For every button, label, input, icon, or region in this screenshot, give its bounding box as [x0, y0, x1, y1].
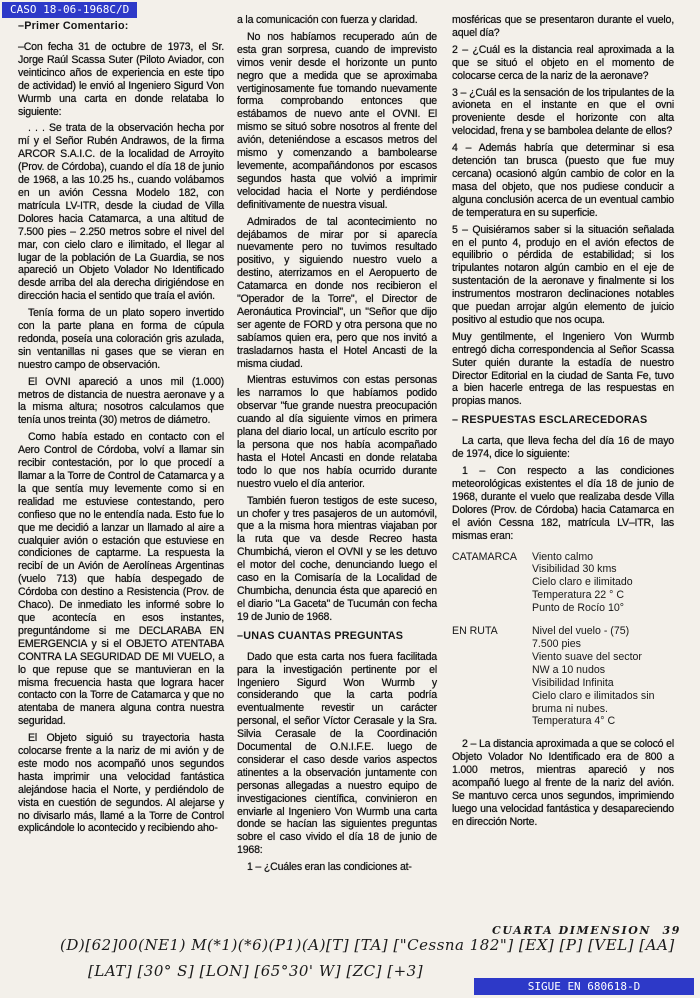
weather-catamarca [452, 551, 674, 616]
continuation-label: SIGUE EN 680618-D [474, 978, 694, 995]
paragraph: Mientras estuvimos con estas personas les narramos lo que habíamos podido observar "fue grande nuestra preocupación cuando al día siguiente vimos en primera plana del diario local, un artículo escrito por la persona que nos había acompañado hasta el Hotel Ancasti en donde relataba todo lo que nos había ocurrido durante nuestro vuelo el día anterior. [237, 374, 437, 490]
paragraph: Dado que esta carta nos fuera facilitada para la investigación pertinente por el Ingeniero Sigurd Won Wurmb y considerando que la carta podría eventualmente revestir un carácter personal, el señor Víctor Cerasale y la Sra. Silvia Cerasale de la Coordinación Documental de O.N.I.F.E. luego de considerar el caso desde varios aspectos atinentes a la observación juntamente con personas allegadas a nuestro equipo de investigaciones científica, convinieron en enviarle al Ingeniero Von Wurmb una carta donde se hacían las siguientes preguntas sobre el caso vivido el día 18 de junio de 1968: [237, 650, 437, 857]
weather-line: 7.500 pies [532, 637, 581, 650]
section-heading-answers: – RESPUESTAS ESCLARECEDORAS [452, 414, 648, 427]
weather-location-label: EN RUTA [452, 625, 498, 638]
paragraph: Como había estado en contacto con el Aero Control de Córdoba, volví a llamar sin recibir contestación, por lo que procedí a llamar a la Torre de Control de Catamarca y a la que sentía muy levemente como si en realidad me estuviese contestando, pero confieso que no le entendía nada. Esto fue lo que me decidió a lanzar un llamado al aire a cualquier avión o estación que estuviese en condiciones de captarme. La respuesta la recibí de un Avión de Aerolíneas Argentinas (vuelo 713) que había despegado de Córdoba con destino a Resistencia (Prov. de Chaco). De inmediato les informé sobre lo que acontecía en esos instantes, preguntándome si me DECLARABA EN EMERGENCIA y si el OBJETO ATENTABA CONTRA LA SEGURIDAD DE MI VUELO, a lo que repuse que se mantuvieran en la misma frecuencia hasta que lograra hacer contacto con la Torre de Catamarca y que no atentaba de manera alguna contra nuestra seguridad. [18, 431, 224, 728]
question-paragraph: 4 – Además habría que determinar si esa detención tan brusca (puesto que fue muy cercana) ocasionó algún cambio de color en la masa del objeto, que nos pudiese conducir a alguna conclusión acerca de un eventual cambio de temperatura en su superficie. [452, 142, 674, 219]
magazine-name: CUARTA DIMENSION [492, 924, 652, 937]
paragraph: 2 – La distancia aproximada a que se colocó el Objeto Volador No Identificado era de 800 a 1.000 metros, mientras apareció y nos acompañó luego al frente de la nariz del avión. Se mantuvo cerca unos segundos, imprimiendo luego una velocidad fantástica y desapareciendo en dirección Norte. [452, 738, 674, 828]
section-heading-questions: –UNAS CUANTAS PREGUNTAS [237, 629, 404, 642]
column-left [18, 14, 224, 839]
page-number: 39 [662, 924, 682, 937]
paragraph: Muy gentilmente, el Ingeniero Von Wurmb entregó dicha correspondencia al Señor Scassa Suter quién durante la estadía de nuestro Director Editorial en la ciudad de Santa Fe, tuvo a bien hacerle entrega de las respuestas en propias manos. [452, 330, 674, 408]
paragraph: –Con fecha 31 de octubre de 1973, el Sr. Jorge Raúl Scassa Suter (Piloto Aviador, con veinticinco años de experiencia en este tipo de actividad) le envió al Ingeniero Sigurd Von Wurmb una carta en donde relataba lo siguiente: [18, 41, 224, 118]
weather-line: Temperatura 22 ° C [532, 589, 624, 602]
handwritten-coding-line-1: (D)[62]00(NE1) M(*1)(*6)(P1)(A)[T] [TA] ["Cessna 182"] [EX] [P] [VEL] [AA] [60, 936, 675, 954]
column-right [452, 14, 674, 833]
weather-line: Viento calmo [532, 550, 594, 563]
paragraph: mosféricas que se presentaron durante el vuelo, aquel día? [452, 14, 674, 39]
column-middle [237, 14, 437, 878]
weather-line: NW a 10 nudos [532, 663, 606, 676]
weather-lines [532, 625, 674, 728]
weather-line: Nivel del vuelo - (75) [532, 625, 630, 638]
weather-line: Punto de Rocío 10° [532, 602, 624, 615]
question-paragraph: 5 – Quisiéramos saber si la situación señalada en el punto 4, produjo en el avión efectos de equilibrio o pérdida de estabilidad; si los tripulantes notaron algún cambio en el eje de sustentación de la aeronave y finalmente si los instrumentos mostraron declinaciones notables que puedan arrojar algún elemento de juicio positivo al estudio que nos ocupa. [452, 223, 674, 326]
paragraph: 1 – ¿Cuáles eran las condiciones at- [247, 861, 412, 874]
weather-line: Visibilidad 30 kms [532, 563, 617, 576]
question-paragraph: 2 – ¿Cuál es la distancia real aproximada a la que se situó el objeto en el momento de colocarse cerca de la nariz de la aeronave? [452, 43, 674, 82]
weather-location-label: CATAMARCA [452, 550, 517, 563]
paragraph: 1 – Con respecto a las condiciones meteorológicas existentes el día 18 de junio de 1968, durante el vuelo que realizaba desde Villa Dolores (Prov. de Córdoba) hacia Catamarca en el avión Cessna 182, matrícula LV–ITR, las mismas eran: [452, 465, 674, 542]
weather-line: Cielo claro e ilimitados sin bruma ni nubes. [532, 689, 655, 715]
handwritten-coding-line-2: [LAT] [30° S] [LON] [65°30' W] [ZC] [+3] [88, 962, 424, 980]
weather-line: Viento suave del sector [532, 650, 642, 663]
paragraph: No nos habíamos recuperado aún de esta gran sorpresa, cuando de imprevisto vimos venir desde el horizonte un punto negro que a medida que se aproximaba vertiginosamente fue tomando nuevamente forma comprobando entonces que estábamos de nuevo ante el OVNI. El mismo se situó sobre nosotros al frente del avión, deteniéndose a escasos metros del mismo y comenzando a bambolearse levemente, acompañándonos por escasos segundos hasta que volvió a imprimir velocidad hacia el Norte y perdiéndose definitivamente de nuestra visual. [237, 30, 437, 211]
case-id-label: CASO 18-06-1968C/D [2, 2, 137, 18]
paragraph: También fueron testigos de este suceso, un chofer y tres pasajeros de un automóvil, que a la misma hora mientras viajaban por la ruta que va desde Recreo hasta Chumbichá, vieron el OVNI y se les detuvo el motor del coche, denunciando luego el caso en la Comisaría de la Localidad de Chumbicha, denuncia ésta que apareció en el diario "La Gaceta" de Tucumán con fecha 19 de Junio de 1968. [237, 494, 437, 623]
weather-lines [532, 551, 674, 616]
paragraph: Tenía forma de un plato sopero invertido con la parte plana en forma de cúpula redonda, poseía una coloración gris azulada, sin ventanillas ni gases que se vieran en nuestro campo de observación. [18, 307, 224, 371]
paragraph: El Objeto siguió su trayectoria hasta colocarse frente a la nariz de mi avión y de este modo nos acompañó unos segundos hasta imprimir una velocidad fantástica alejándose hacia el Norte, y perdiéndolo de vista en cuestión de segundos. Al alejarse y no divisarlo más, llamé a la Torre de Control explicándole lo acontecido y recibiendo aho- [18, 732, 224, 835]
paragraph: El OVNI apareció a unos mil (1.000) metros de distancia de nuestra aeronave y a la misma altura; nosotros calculamos que tenía unos treinta (30) metros de diámetro. [18, 375, 224, 427]
paragraph: Admirados de tal acontecimiento no dejábamos de mirar por si aparecía nuevamente pero no tuvimos resultado positivo, y siguiendo nuestro vuelo a destino, aterrizamos en el Aeropuerto de Catamarca en donde nos recibieron el "Operador de la Torre", el Director de Aeronáutica Provincial", un "Señor que dijo ser agente de FORD y otra persona que no sabíamos quien era, pero que nos invitó a trasladarnos hasta el Hotel Ancasti de la misma ciudad. [237, 215, 437, 370]
paragraph: . . . Se trata de la observación hecha por mí y el Señor Rubén Andrawos, de la firma ARCOR S.A.I.C. de la localidad de Arroyito (Prov. de Córdoba), cuando el día 18 de junio de 1968, a las 10.25 hs., cuando volábamos en un avión Cessna Modelo 182, con matrícula LV-ITR, desde la ciudad de Villa Dolores hacia Catamarca, a una altitud de 7.500 pies – 2.250 metros sobre el nivel del mar, con cielo claro e ilimitado, el llegar al lugar de la población de La Guardia, se nos apareció un Objeto Volador No Identificado desde arriba del ala derecha dirigiéndose en dirección hacia el sentido que traía el avión. [18, 122, 224, 303]
weather-line: Visibilidad Infinita [532, 676, 614, 689]
weather-line: Temperatura 4° C [532, 715, 616, 728]
weather-en-ruta [452, 625, 674, 728]
paragraph: a la comunicación con fuerza y claridad. [237, 14, 418, 26]
section-heading-first-comment: –Primer Comentario: [18, 20, 129, 32]
weather-line: Cielo claro e ilimitado [532, 576, 633, 589]
paragraph: La carta, que lleva fecha del día 16 de mayo de 1974, dice lo siguiente: [452, 435, 674, 461]
question-paragraph: 3 – ¿Cuál es la sensación de los tripulantes de la avioneta en el instante en que el ovni proveniente desde el horizonte con alta velocidad, frena y se bambolea delante de ellos? [452, 86, 674, 138]
